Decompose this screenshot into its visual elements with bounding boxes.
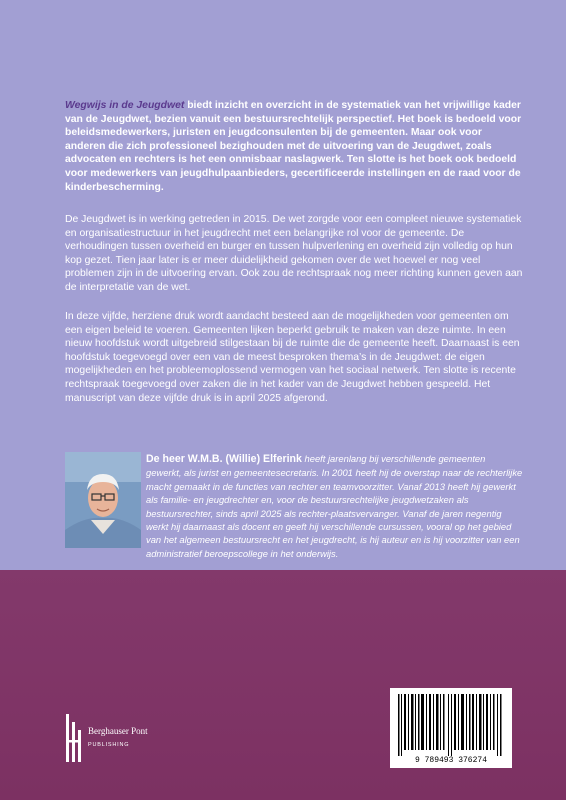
author-bio-text: heeft jarenlang bij verschillende gemeenten gewerkt, als jurist en gemeentesecretaris. In 2001 heeft hij de overstap naar de rechterlijke macht gemaakt in de functies van rechter en teamvoorzitter. Vanaf 2013 heeft hij gewerkt als familie- en jeugdrechter en, voor de bestuursrechtelijke jeugdwetzaken als bestuursrechter, sinds april 2025 als rechter-plaatsvervanger. Vanaf de jaren negentig werkt hij daarnaast als docent en geeft hij verschillende cursussen, vooral op het gebied van het algemeen bestuursrecht en het jeugdrecht, is hij auteur en is hij voorzitter van een administratief beroepscollege in het onderwijs. (146, 453, 523, 559)
isbn-number: 9 789493 376274 (390, 756, 512, 765)
author-photo (65, 452, 141, 548)
publisher-logo-icon (66, 712, 196, 764)
intro-paragraph (65, 99, 523, 194)
edition-paragraph: In deze vijfde, herziene druk wordt aandacht besteed aan de mogelijkheden voor gemeenten om een eigen beleid te voeren. Gemeenten lijken beperkt gebruik te maken van deze ruimte. In een nieuw hoofdstuk wordt uitgebreid stilgestaan bij de ruimte die de gemeente heeft. Daarnaast is een hoofdstuk toegevoegd over een van de meest besproken thema’s in de Jeugdwet: de eigen mogelijkheden en het probleemoplossend vermogen van het sociaal netwerk. Ten slotte is recente rechtspraak toegevoegd over zaken die in het kader van de Jeugdwet hebben gespeeld. Het manuscript van deze vijfde druk is in april 2025 afgerond. (65, 311, 520, 404)
publisher-name: Berghauser Pont (88, 726, 148, 736)
author-name: De heer W.M.B. (Willie) Elferink (146, 453, 302, 465)
author-bio (146, 452, 523, 560)
intro-text: biedt inzicht en overzicht in de systematiek van het vrijwillige kader van de Jeugdwet, bezien vanuit een bestuursrechtelijk perspectief. Het boek is bedoeld voor beleidsmedewerkers, juristen en jeugdconsulenten bij de gemeenten. Maar ook voor anderen die zich professioneel bezighouden met de uitvoering van de Jeugdwet, zoals advocaten en rechters is het een onmisbaar naslagwerk. Ten slotte is het boek ook bedoeld voor medewerkers van jeugdhulpaanbieders, gecertificeerde instellingen en de raad voor de kinderbescherming. (65, 100, 522, 193)
publisher-subtitle: PUBLISHING (88, 742, 130, 748)
intro-book-title: Wegwijs in de Jeugdwet (65, 100, 185, 111)
history-paragraph: De Jeugdwet is in werking getreden in 2015. De wet zorgde voor een compleet nieuwe systematiek en organisatiestructuur in het jeugdrecht met een belangrijke rol voor de gemeente. De verhoudingen tussen overheid en burger en tussen hulpverlening en overheid zijn volledig op hun kop gezet. Tien jaar later is er meer duidelijkheid gekomen over de wet hoewel er nog veel problemen zijn in de uitvoering ervan. Ook zou de rechtspraak nog meer richting kunnen geven aan de interpretatie van de wet. (65, 214, 523, 293)
